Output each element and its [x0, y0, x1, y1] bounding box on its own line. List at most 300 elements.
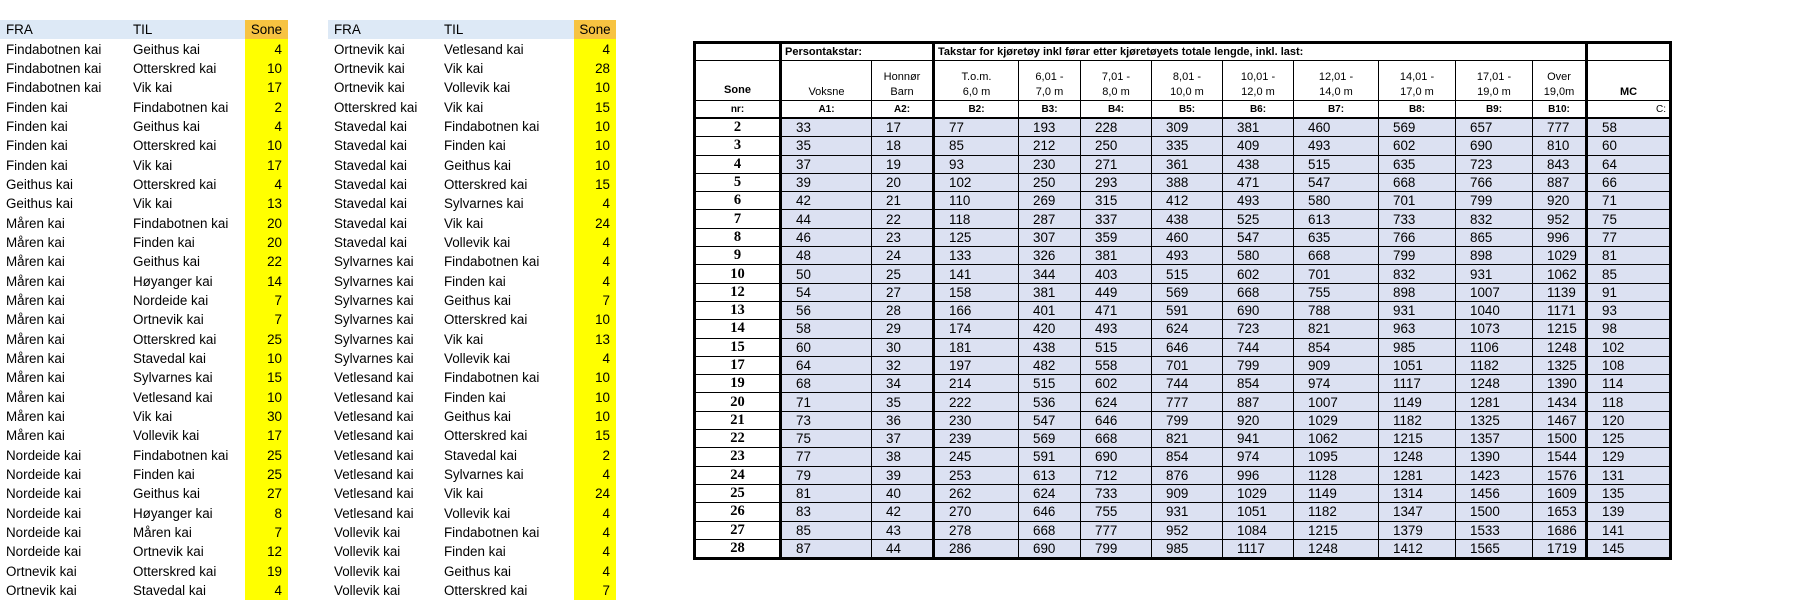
til-cell: Nordeide kai [133, 292, 209, 308]
fra-cell: Måren kai [6, 273, 65, 289]
route-row [0, 39, 288, 58]
sone-cell: 8 [245, 504, 288, 523]
price-cell: 952 [1152, 521, 1223, 539]
price-cell: 931 [1379, 301, 1456, 319]
route-row [0, 97, 288, 116]
price-cell: 401 [1019, 301, 1081, 319]
route-row [328, 271, 616, 290]
price-cell: 471 [1081, 301, 1152, 319]
price-cell: 73 [781, 411, 872, 429]
price-cell: 799 [1379, 247, 1456, 265]
til-cell: Findabotnen kai [444, 254, 540, 270]
price-cell: 293 [1081, 173, 1152, 191]
price-cell: 1609 [1533, 484, 1587, 502]
price-cell: 701 [1379, 192, 1456, 210]
price-cell: 898 [1456, 247, 1533, 265]
price-row [695, 430, 1671, 448]
sone-cell: 15 [245, 368, 288, 387]
price-cell: 635 [1379, 155, 1456, 173]
sone-cell: 10 [574, 136, 616, 155]
blank-header-cell [1587, 43, 1671, 61]
sone-cell: 30 [245, 407, 288, 426]
fra-cell: Vetlesand kai [334, 447, 414, 463]
column-label-top: 10,01 - [1240, 71, 1276, 83]
price-cell: 733 [1379, 210, 1456, 228]
price-cell: 48 [781, 247, 872, 265]
til-cell: Sylvarnes kai [133, 370, 213, 386]
price-cell: 361 [1152, 155, 1223, 173]
route-row [0, 446, 288, 465]
price-cell: 941 [1223, 430, 1294, 448]
price-row [695, 484, 1671, 502]
price-cell: 1029 [1294, 411, 1379, 429]
price-cell: 145 [1587, 539, 1671, 558]
price-cell: 420 [1019, 320, 1081, 338]
price-cell: 1182 [1294, 503, 1379, 521]
price-cell: 60 [1587, 137, 1671, 155]
price-cell: 75 [781, 430, 872, 448]
price-cell: 412 [1152, 192, 1223, 210]
price-cell: 799 [1223, 356, 1294, 374]
price-cell: 799 [1081, 539, 1152, 558]
fra-cell: Sylvarnes kai [334, 292, 414, 308]
price-cell: 712 [1081, 466, 1152, 484]
price-cell: 865 [1456, 228, 1533, 246]
price-cell: 193 [1019, 118, 1081, 137]
fra-cell: Vetlesand kai [334, 370, 414, 386]
price-cell: 135 [1587, 484, 1671, 502]
price-header-row-1 [695, 43, 1671, 61]
til-cell: Geithus kai [444, 409, 511, 425]
fra-cell: Vetlesand kai [334, 428, 414, 444]
price-code-cell: nr: [695, 101, 781, 119]
fra-cell: Nordeide kai [6, 447, 82, 463]
price-cell: 1215 [1533, 320, 1587, 338]
price-cell: 337 [1081, 210, 1152, 228]
route-row [0, 117, 288, 136]
price-cell: 1051 [1223, 503, 1294, 521]
fra-cell: Måren kai [6, 370, 65, 386]
route-row [0, 310, 288, 329]
price-cell: 42 [781, 192, 872, 210]
price-row [695, 375, 1671, 393]
fra-cell: Stavedal kai [334, 215, 407, 231]
price-cell: 985 [1379, 338, 1456, 356]
price-cell: 1248 [1379, 448, 1456, 466]
route-row [0, 388, 288, 407]
zone-number-cell: 2 [695, 118, 781, 137]
price-cell: 515 [1294, 155, 1379, 173]
price-cell: 854 [1223, 375, 1294, 393]
zone-number-cell: 8 [695, 228, 781, 246]
route-row [0, 175, 288, 194]
price-cell: 34 [872, 375, 934, 393]
fra-cell: Måren kai [6, 351, 65, 367]
til-cell: Ortnevik kai [133, 312, 204, 328]
price-cell: 624 [1081, 393, 1152, 411]
fra-cell: Måren kai [6, 331, 65, 347]
fra-cell: Måren kai [6, 254, 65, 270]
zone-number-cell: 10 [695, 265, 781, 283]
price-code-cell: B7: [1294, 101, 1379, 119]
price-cell: 569 [1152, 283, 1223, 301]
price-cell: 493 [1294, 137, 1379, 155]
zone-number-cell: 15 [695, 338, 781, 356]
route-row [328, 330, 616, 349]
price-cell: 85 [781, 521, 872, 539]
price-cell: 449 [1081, 283, 1152, 301]
price-cell: 668 [1294, 247, 1379, 265]
route-row [0, 194, 288, 213]
price-cell: 1719 [1533, 539, 1587, 558]
price-cell: 245 [934, 448, 1019, 466]
sone-cell: 4 [574, 542, 616, 561]
column-label-top: 6,01 - [1035, 71, 1064, 83]
price-cell: 228 [1081, 118, 1152, 137]
price-cell: 85 [934, 137, 1019, 155]
column-label-top: 8,01 - [1172, 71, 1202, 83]
price-cell: 1500 [1533, 430, 1587, 448]
persontakstar-header: Persontakstar: [781, 43, 934, 61]
zone-number-cell: 3 [695, 137, 781, 155]
price-cell: 335 [1152, 137, 1223, 155]
price-cell: 777 [1152, 393, 1223, 411]
price-cell: 1095 [1294, 448, 1379, 466]
price-cell: 250 [1081, 137, 1152, 155]
sone-cell: 13 [245, 194, 288, 213]
fra-cell: Finden kai [6, 118, 68, 134]
sone-cell: 10 [574, 388, 616, 407]
price-cell: 54 [781, 283, 872, 301]
price-cell: 460 [1294, 118, 1379, 137]
price-cell: 1467 [1533, 411, 1587, 429]
sone-cell: 25 [245, 446, 288, 465]
til-cell: Sylvarnes kai [444, 196, 524, 212]
price-cell: 920 [1223, 411, 1294, 429]
price-cell: 1029 [1223, 484, 1294, 502]
route-row [328, 136, 616, 155]
price-cell: 1171 [1533, 301, 1587, 319]
til-cell: Stavedal kai [133, 583, 206, 599]
route-row [0, 78, 288, 97]
price-cell: 87 [781, 539, 872, 558]
fra-cell: Vetlesand kai [334, 505, 414, 521]
route-row [0, 155, 288, 174]
til-cell: Geithus kai [133, 41, 200, 57]
price-header-row-2 [695, 61, 1671, 101]
fare-price-table [693, 41, 1672, 560]
price-cell: 287 [1019, 210, 1081, 228]
price-cell: 690 [1081, 448, 1152, 466]
price-cell: 315 [1081, 192, 1152, 210]
price-cell: 29 [872, 320, 934, 338]
til-cell: Vollevik kai [133, 428, 200, 444]
fra-cell: Nordeide kai [6, 525, 82, 541]
price-cell: 141 [1587, 521, 1671, 539]
price-row [695, 173, 1671, 191]
til-cell: Otterskred kai [133, 176, 217, 192]
price-cell: 125 [934, 228, 1019, 246]
til-cell: Findabotnen kai [444, 118, 540, 134]
price-row [695, 356, 1671, 374]
sone-cell: 20 [245, 213, 288, 232]
price-row [695, 265, 1671, 283]
column-label-top: 7,01 - [1101, 71, 1131, 83]
price-cell: 931 [1456, 265, 1533, 283]
column-label-bottom: 7,0 m [1035, 86, 1064, 98]
fra-cell: Vetlesand kai [334, 486, 414, 502]
price-cell: 777 [1533, 118, 1587, 137]
zone-number-cell: 19 [695, 375, 781, 393]
fra-cell: Stavedal kai [334, 138, 407, 154]
sone-cell: 17 [245, 78, 288, 97]
price-cell: 110 [934, 192, 1019, 210]
price-row [695, 411, 1671, 429]
price-cell: 91 [1587, 283, 1671, 301]
sone-cell: 4 [245, 175, 288, 194]
price-cell: 166 [934, 301, 1019, 319]
fra-cell: Vollevik kai [334, 525, 401, 541]
price-cell: 93 [934, 155, 1019, 173]
price-cell: 1325 [1456, 411, 1533, 429]
route-row [328, 155, 616, 174]
column-label-bottom: Barn [890, 86, 914, 98]
route-row [0, 523, 288, 542]
price-cell: 1029 [1533, 247, 1587, 265]
price-cell: 876 [1152, 466, 1223, 484]
price-cell: 438 [1152, 210, 1223, 228]
column-label-bottom: 17,0 m [1400, 86, 1434, 98]
price-cell: 854 [1294, 338, 1379, 356]
price-cell: 239 [934, 430, 1019, 448]
price-cell: 253 [934, 466, 1019, 484]
price-row [695, 228, 1671, 246]
fra-cell: Findabotnen kai [6, 60, 102, 76]
til-cell: Stavedal kai [133, 351, 206, 367]
price-cell: 657 [1456, 118, 1533, 137]
route-row [328, 39, 616, 58]
zone-number-cell: 21 [695, 411, 781, 429]
sone-cell: 10 [245, 59, 288, 78]
til-cell: Geithus kai [133, 118, 200, 134]
route-row [328, 233, 616, 252]
price-code-cell: B4: [1081, 101, 1152, 119]
price-cell: 23 [872, 228, 934, 246]
price-cell: 77 [934, 118, 1019, 137]
route-header-row [328, 20, 616, 39]
price-cell: 723 [1223, 320, 1294, 338]
price-cell: 887 [1533, 173, 1587, 191]
sone-cell: 14 [245, 271, 288, 290]
fra-cell: Sylvarnes kai [334, 312, 414, 328]
route-row [328, 78, 616, 97]
price-cell: 81 [1587, 247, 1671, 265]
price-cell: 1281 [1456, 393, 1533, 411]
route-row [328, 407, 616, 426]
column-label-top: 17,01 - [1476, 71, 1512, 83]
price-cell: 131 [1587, 466, 1671, 484]
price-cell: 996 [1533, 228, 1587, 246]
til-cell: Finden kai [444, 273, 506, 289]
price-cell: 723 [1456, 155, 1533, 173]
column-label-bottom: MC [1619, 86, 1638, 98]
column-label-cell [1223, 61, 1294, 101]
price-cell: 1106 [1456, 338, 1533, 356]
til-cell: Findabotnen kai [133, 99, 229, 115]
price-code-cell: B3: [1019, 101, 1081, 119]
column-label-cell [695, 61, 781, 101]
price-cell: 77 [1587, 228, 1671, 246]
price-cell: 1357 [1456, 430, 1533, 448]
sone-cell: 12 [245, 542, 288, 561]
sone-cell: 7 [574, 581, 616, 600]
route-row [328, 562, 616, 581]
zone-number-cell: 24 [695, 466, 781, 484]
price-cell: 766 [1456, 173, 1533, 191]
price-cell: 832 [1456, 210, 1533, 228]
price-cell: 766 [1379, 228, 1456, 246]
price-cell: 624 [1152, 320, 1223, 338]
route-row [328, 465, 616, 484]
route-row [0, 233, 288, 252]
til-cell: Finden kai [444, 544, 506, 560]
price-code-cell: C: [1587, 101, 1671, 119]
fra-cell: Måren kai [6, 389, 65, 405]
price-row [695, 338, 1671, 356]
sone-cell: 28 [574, 59, 616, 78]
column-label-cell [1456, 61, 1533, 101]
price-cell: 270 [934, 503, 1019, 521]
price-cell: 591 [1152, 301, 1223, 319]
price-cell: 985 [1152, 539, 1223, 558]
price-cell: 1325 [1533, 356, 1587, 374]
price-cell: 24 [872, 247, 934, 265]
zone-number-cell: 5 [695, 173, 781, 191]
price-code-cell: B5: [1152, 101, 1223, 119]
sone-cell: 10 [574, 155, 616, 174]
til-cell: Vik kai [444, 331, 484, 347]
sone-cell: 4 [245, 581, 288, 600]
route-row [0, 349, 288, 368]
price-cell: 624 [1019, 484, 1081, 502]
price-cell: 27 [872, 283, 934, 301]
price-cell: 1007 [1294, 393, 1379, 411]
price-cell: 1347 [1379, 503, 1456, 521]
fra-cell: Sylvarnes kai [334, 351, 414, 367]
price-cell: 821 [1294, 320, 1379, 338]
column-label-cell [1587, 61, 1671, 101]
price-cell: 515 [1019, 375, 1081, 393]
price-cell: 381 [1081, 247, 1152, 265]
price-cell: 120 [1587, 411, 1671, 429]
price-cell: 71 [1587, 192, 1671, 210]
price-cell: 38 [872, 448, 934, 466]
til-cell: Geithus kai [444, 292, 511, 308]
til-cell: Vik kai [133, 157, 173, 173]
price-cell: 108 [1587, 356, 1671, 374]
fra-cell: Finden kai [6, 157, 68, 173]
price-cell: 129 [1587, 448, 1671, 466]
route-row [328, 252, 616, 271]
til-cell: Høyanger kai [133, 505, 213, 521]
price-cell: 920 [1533, 192, 1587, 210]
til-cell: Måren kai [133, 525, 192, 541]
sone-cell: 4 [574, 252, 616, 271]
price-cell: 701 [1152, 356, 1223, 374]
sone-cell: 4 [574, 523, 616, 542]
price-cell: 887 [1223, 393, 1294, 411]
price-cell: 1281 [1379, 466, 1456, 484]
price-row [695, 393, 1671, 411]
column-label-cell [1533, 61, 1587, 101]
price-cell: 1423 [1456, 466, 1533, 484]
price-cell: 602 [1379, 137, 1456, 155]
price-cell: 646 [1081, 411, 1152, 429]
til-cell: Vik kai [444, 215, 484, 231]
price-cell: 1686 [1533, 521, 1587, 539]
price-cell: 493 [1223, 192, 1294, 210]
til-cell: Høyanger kai [133, 273, 213, 289]
price-cell: 591 [1019, 448, 1081, 466]
price-cell: 139 [1587, 503, 1671, 521]
price-cell: 158 [934, 283, 1019, 301]
fra-cell: Sylvarnes kai [334, 331, 414, 347]
fra-cell: Sylvarnes kai [334, 273, 414, 289]
price-cell: 381 [1223, 118, 1294, 137]
price-cell: 482 [1019, 356, 1081, 374]
route-row [328, 388, 616, 407]
price-cell: 1390 [1456, 448, 1533, 466]
price-cell: 536 [1019, 393, 1081, 411]
price-cell: 278 [934, 521, 1019, 539]
route-row [328, 213, 616, 232]
price-cell: 613 [1294, 210, 1379, 228]
price-cell: 174 [934, 320, 1019, 338]
route-row [0, 484, 288, 503]
price-cell: 307 [1019, 228, 1081, 246]
sone-cell: 10 [245, 388, 288, 407]
til-cell: Otterskred kai [133, 563, 217, 579]
price-cell: 898 [1379, 283, 1456, 301]
sone-cell: 22 [245, 252, 288, 271]
route-row [328, 581, 616, 600]
price-cell: 35 [781, 137, 872, 155]
route-row [0, 271, 288, 290]
route-row [0, 581, 288, 600]
price-cell: 309 [1152, 118, 1223, 137]
price-cell: 20 [872, 173, 934, 191]
price-cell: 37 [781, 155, 872, 173]
column-label-bottom: 12,0 m [1241, 86, 1275, 98]
route-row [0, 368, 288, 387]
sone-cell: 7 [245, 523, 288, 542]
price-cell: 1051 [1379, 356, 1456, 374]
price-cell: 35 [872, 393, 934, 411]
fra-cell: Måren kai [6, 215, 65, 231]
column-label-cell [781, 61, 872, 101]
price-row [695, 247, 1671, 265]
route-row [328, 291, 616, 310]
route-row [328, 175, 616, 194]
zone-number-cell: 25 [695, 484, 781, 502]
price-cell: 77 [781, 448, 872, 466]
price-cell: 580 [1223, 247, 1294, 265]
column-label-bottom: 10,0 m [1170, 86, 1204, 98]
price-cell: 269 [1019, 192, 1081, 210]
price-cell: 558 [1081, 356, 1152, 374]
fra-header: FRA [0, 20, 127, 39]
fra-cell: Stavedal kai [334, 196, 407, 212]
